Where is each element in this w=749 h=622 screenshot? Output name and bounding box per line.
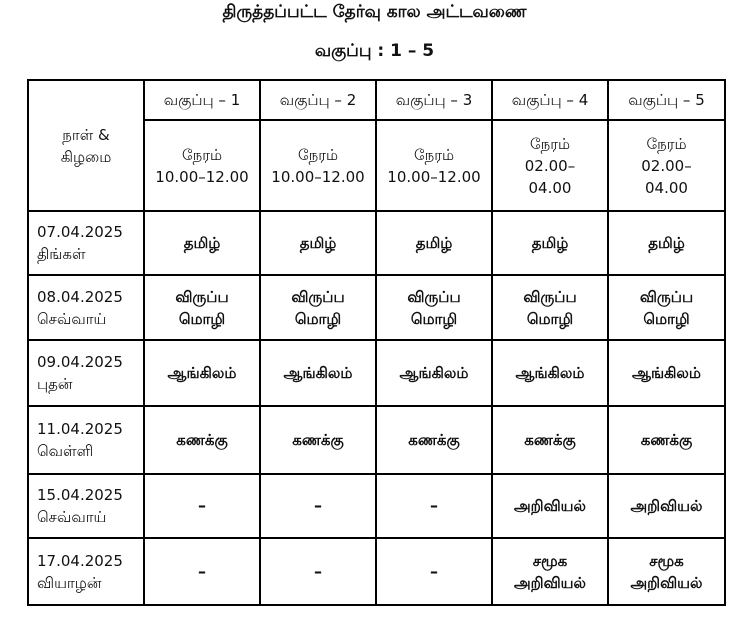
- subject-name: தமிழ்: [531, 234, 569, 252]
- subject-cell: [376, 340, 492, 406]
- subject-cell: [144, 406, 260, 474]
- subject-name: கணக்கு: [640, 431, 693, 449]
- exam-date: 07.04.2025: [37, 223, 123, 241]
- subject-name: கணக்கு: [292, 431, 344, 449]
- subject-cell: [492, 538, 608, 605]
- table-row: [28, 340, 725, 406]
- exam-weekday: புதன்: [37, 375, 73, 393]
- subject-cell: [376, 211, 492, 275]
- time-label: நேரம்: [413, 145, 455, 164]
- subject-name: தமிழ்: [648, 234, 685, 252]
- no-exam-cell: [144, 538, 260, 605]
- subject-name: ஆங்கிலம்: [283, 364, 353, 382]
- page-title: திருத்தப்பட்ட தேர்வு கால அட்டவணை: [222, 2, 527, 22]
- time-value: 02.00–: [641, 156, 692, 175]
- subject-cell: [608, 538, 725, 605]
- time-value: 04.00: [645, 178, 688, 197]
- subject-cell: [144, 275, 260, 340]
- exam-weekday: வெள்ளி: [37, 442, 94, 460]
- table-row: [28, 275, 725, 340]
- time-cell-class-1: [144, 120, 260, 211]
- no-exam-cell: [376, 474, 492, 538]
- subject-cell: [260, 340, 376, 406]
- timetable-body: [28, 211, 725, 605]
- subject-cell: [376, 406, 492, 474]
- subject-cell: [492, 211, 608, 275]
- subject-name: மொழி: [178, 309, 226, 328]
- no-exam-dash: –: [198, 496, 206, 515]
- subject-name: விருப்ப: [175, 287, 229, 306]
- exam-weekday: செவ்வாய்: [37, 508, 107, 526]
- date-day-cell: [28, 275, 144, 340]
- subject-cell: [608, 211, 725, 275]
- time-cell-class-2: [260, 120, 376, 211]
- table-row: [28, 211, 725, 275]
- time-label: நேரம்: [529, 134, 571, 153]
- subject-name: அறிவியல்: [514, 573, 586, 592]
- subject-name: அறிவியல்: [514, 497, 586, 515]
- subject-name: மொழி: [410, 309, 458, 328]
- exam-date: 17.04.2025: [37, 551, 123, 570]
- subject-name: தமிழ்: [299, 234, 337, 252]
- table-row: [28, 474, 725, 538]
- no-exam-dash: –: [314, 496, 322, 515]
- time-value: 10.00–12.00: [387, 167, 481, 186]
- time-value: 02.00–: [524, 156, 576, 175]
- day-date-header: [28, 80, 144, 211]
- subject-name: தமிழ்: [183, 234, 221, 252]
- date-day-cell: [28, 340, 144, 406]
- table-row: [28, 538, 725, 605]
- date-day-cell: [28, 474, 144, 538]
- date-day-cell: [28, 211, 144, 275]
- subject-name: மொழி: [643, 309, 690, 328]
- no-exam-cell: [260, 538, 376, 605]
- time-cell-class-3: [376, 120, 492, 211]
- class-2-header: வகுப்பு – 2: [260, 80, 376, 120]
- subject-cell: [608, 474, 725, 538]
- time-value: 10.00–12.00: [155, 167, 249, 186]
- exam-weekday: செவ்வாய்: [37, 309, 107, 328]
- subject-cell: [144, 211, 260, 275]
- class-1-header: வகுப்பு – 1: [144, 80, 260, 120]
- no-exam-dash: –: [314, 561, 322, 581]
- subject-name: மொழி: [294, 309, 342, 328]
- subject-cell: [260, 211, 376, 275]
- subject-name: அறிவியல்: [630, 573, 703, 592]
- subject-cell: [144, 340, 260, 406]
- exam-date: 11.04.2025: [37, 420, 123, 438]
- time-label: நேரம்: [646, 134, 687, 153]
- subject-cell: [492, 406, 608, 474]
- subject-name: ஆங்கிலம்: [515, 364, 585, 382]
- subject-name: ஆங்கிலம்: [399, 364, 469, 382]
- subject-cell: [608, 340, 725, 406]
- subject-cell: [260, 275, 376, 340]
- subject-name: விருப்ப: [407, 287, 461, 306]
- subject-name: தமிழ்: [415, 234, 453, 252]
- class-5-header: வகுப்பு – 5: [608, 80, 725, 120]
- date-day-cell: [28, 538, 144, 605]
- subject-name: விருப்ப: [291, 287, 345, 306]
- time-value: 10.00–12.00: [271, 167, 365, 186]
- day-header-line1: நாள் &: [62, 125, 110, 144]
- table-row: [28, 406, 725, 474]
- subject-cell: [492, 275, 608, 340]
- subject-name: விருப்ப: [639, 287, 694, 306]
- subject-cell: [608, 406, 725, 474]
- subject-name: ஆங்கிலம்: [167, 364, 237, 382]
- subject-name: ஆங்கிலம்: [632, 364, 701, 382]
- subject-name: விருப்ப: [523, 287, 577, 306]
- day-header-line2: கிழமை: [60, 147, 112, 166]
- subject-name: கணக்கு: [524, 431, 576, 449]
- exam-weekday: திங்கள்: [37, 245, 86, 263]
- time-label: நேரம்: [181, 145, 223, 164]
- subject-cell: [376, 275, 492, 340]
- exam-weekday: வியாழன்: [37, 573, 102, 592]
- no-exam-cell: [144, 474, 260, 538]
- subject-name: சமூக: [649, 551, 684, 570]
- no-exam-cell: [260, 474, 376, 538]
- no-exam-dash: –: [430, 496, 438, 515]
- time-label: நேரம்: [297, 145, 339, 164]
- subject-name: சமூக: [532, 551, 568, 570]
- exam-date: 15.04.2025: [37, 486, 123, 504]
- subject-cell: [260, 406, 376, 474]
- no-exam-cell: [376, 538, 492, 605]
- time-value: 04.00: [528, 178, 572, 197]
- exam-date: 08.04.2025: [37, 287, 123, 306]
- time-cell-class-4: [492, 120, 608, 211]
- exam-date: 09.04.2025: [37, 353, 123, 371]
- class-range-subtitle: வகுப்பு : 1 – 5: [314, 41, 435, 61]
- time-cell-class-5: [608, 120, 725, 211]
- subject-name: கணக்கு: [408, 431, 460, 449]
- class-4-header: வகுப்பு – 4: [492, 80, 608, 120]
- subject-name: அறிவியல்: [630, 497, 703, 515]
- class-header-row: [28, 80, 725, 120]
- subject-cell: [608, 275, 725, 340]
- no-exam-dash: –: [430, 561, 438, 581]
- class-3-header: வகுப்பு – 3: [376, 80, 492, 120]
- subject-cell: [492, 474, 608, 538]
- no-exam-dash: –: [198, 561, 206, 581]
- subject-name: கணக்கு: [176, 431, 228, 449]
- subject-cell: [492, 340, 608, 406]
- exam-timetable: [27, 79, 726, 606]
- subject-name: மொழி: [526, 309, 574, 328]
- date-day-cell: [28, 406, 144, 474]
